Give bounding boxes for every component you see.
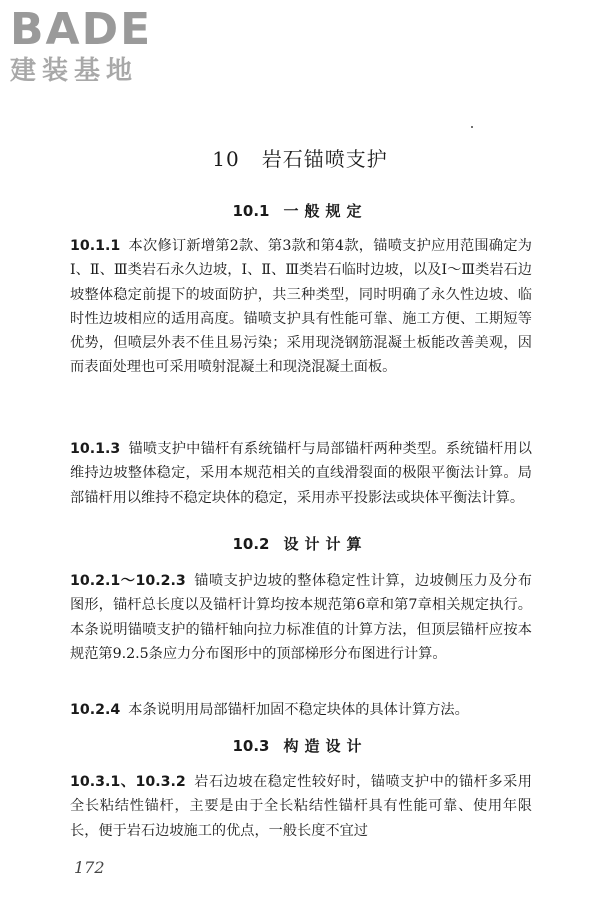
section-name: 构造设计 (283, 737, 368, 755)
site-logo (10, 6, 190, 86)
clause-text: 锚喷支护中锚杆有系统锚杆与局部锚杆两种类型。系统锚杆用以维持边坡整体稳定，采用本规范相关的直线滑裂面的极限平衡法计算。局部锚杆用以维持不稳定块体的稳定，采用赤平投影法或块体平衡法计算。 (70, 441, 532, 506)
chapter-title (0, 145, 600, 173)
clause-text: 本次修订新增第2款、第3款和第4款，锚喷支护应用范围确定为Ⅰ、Ⅱ、Ⅲ类岩石永久边坡，Ⅰ、Ⅱ、Ⅲ类岩石临时边坡，以及Ⅰ～Ⅲ类岩石边坡整体稳定前提下的坡面防护，共三种类型，同时明确了永久性边坡、临时性边坡相应的适用高度。锚喷支护具有性能可靠、施工方便、工期短等优势，但喷层外表不佳且易污染；采用现浇钢筋混凝土板能改善美观，因而表面处理也可采用喷射混凝土和现浇混凝土面板。 (70, 238, 532, 376)
section-heading (0, 735, 600, 757)
clause-text: 锚喷支护边坡的整体稳定性计算，边坡侧压力及分布图形，锚杆总长度以及锚杆计算均按本规范第6章和第7章相关规定执行。本条说明锚喷支护的锚杆轴向拉力标准值的计算方法，但顶层锚杆应按本规范第9.2.5条应力分布图形中的顶部梯形分布图进行计算。 (70, 573, 532, 662)
chapter-name: 岩石锚喷支护 (261, 147, 388, 171)
section-name: 一般规定 (283, 202, 368, 220)
clause-text: 岩石边坡在稳定性较好时，锚喷支护中的锚杆多采用全长粘结性锚杆，主要是由于全长粘结性锚杆具有性能可靠、使用年限长，便于岩石边坡施工的优点，一般长度不宜过 (70, 774, 532, 839)
clause-text: 本条说明用局部锚杆加固不稳定块体的具体计算方法。 (128, 702, 469, 718)
logo-subtitle: 建装基地 (10, 56, 139, 86)
clause-paragraph (70, 234, 532, 380)
clause-paragraph (70, 698, 532, 722)
scan-speck (471, 126, 473, 128)
section-number: 10.1 (232, 202, 270, 220)
clause-paragraph (70, 770, 532, 843)
logo-wordmark: BADE (10, 4, 153, 55)
page-number: 172 (74, 858, 105, 877)
section-number: 10.3 (232, 737, 270, 755)
section-number: 10.2 (232, 535, 270, 553)
section-heading (0, 533, 600, 555)
section-heading (0, 200, 600, 222)
clause-number: 10.1.3 (70, 441, 121, 457)
section-name: 设计计算 (283, 535, 368, 553)
clause-number: 10.3.1、10.3.2 (70, 774, 186, 790)
clause-number: 10.2.4 (70, 702, 121, 718)
clause-paragraph (70, 569, 532, 666)
chapter-number: 10 (212, 147, 240, 171)
clause-number: 10.1.1 (70, 238, 121, 254)
clause-number: 10.2.1～10.2.3 (70, 573, 186, 589)
clause-paragraph (70, 437, 532, 510)
